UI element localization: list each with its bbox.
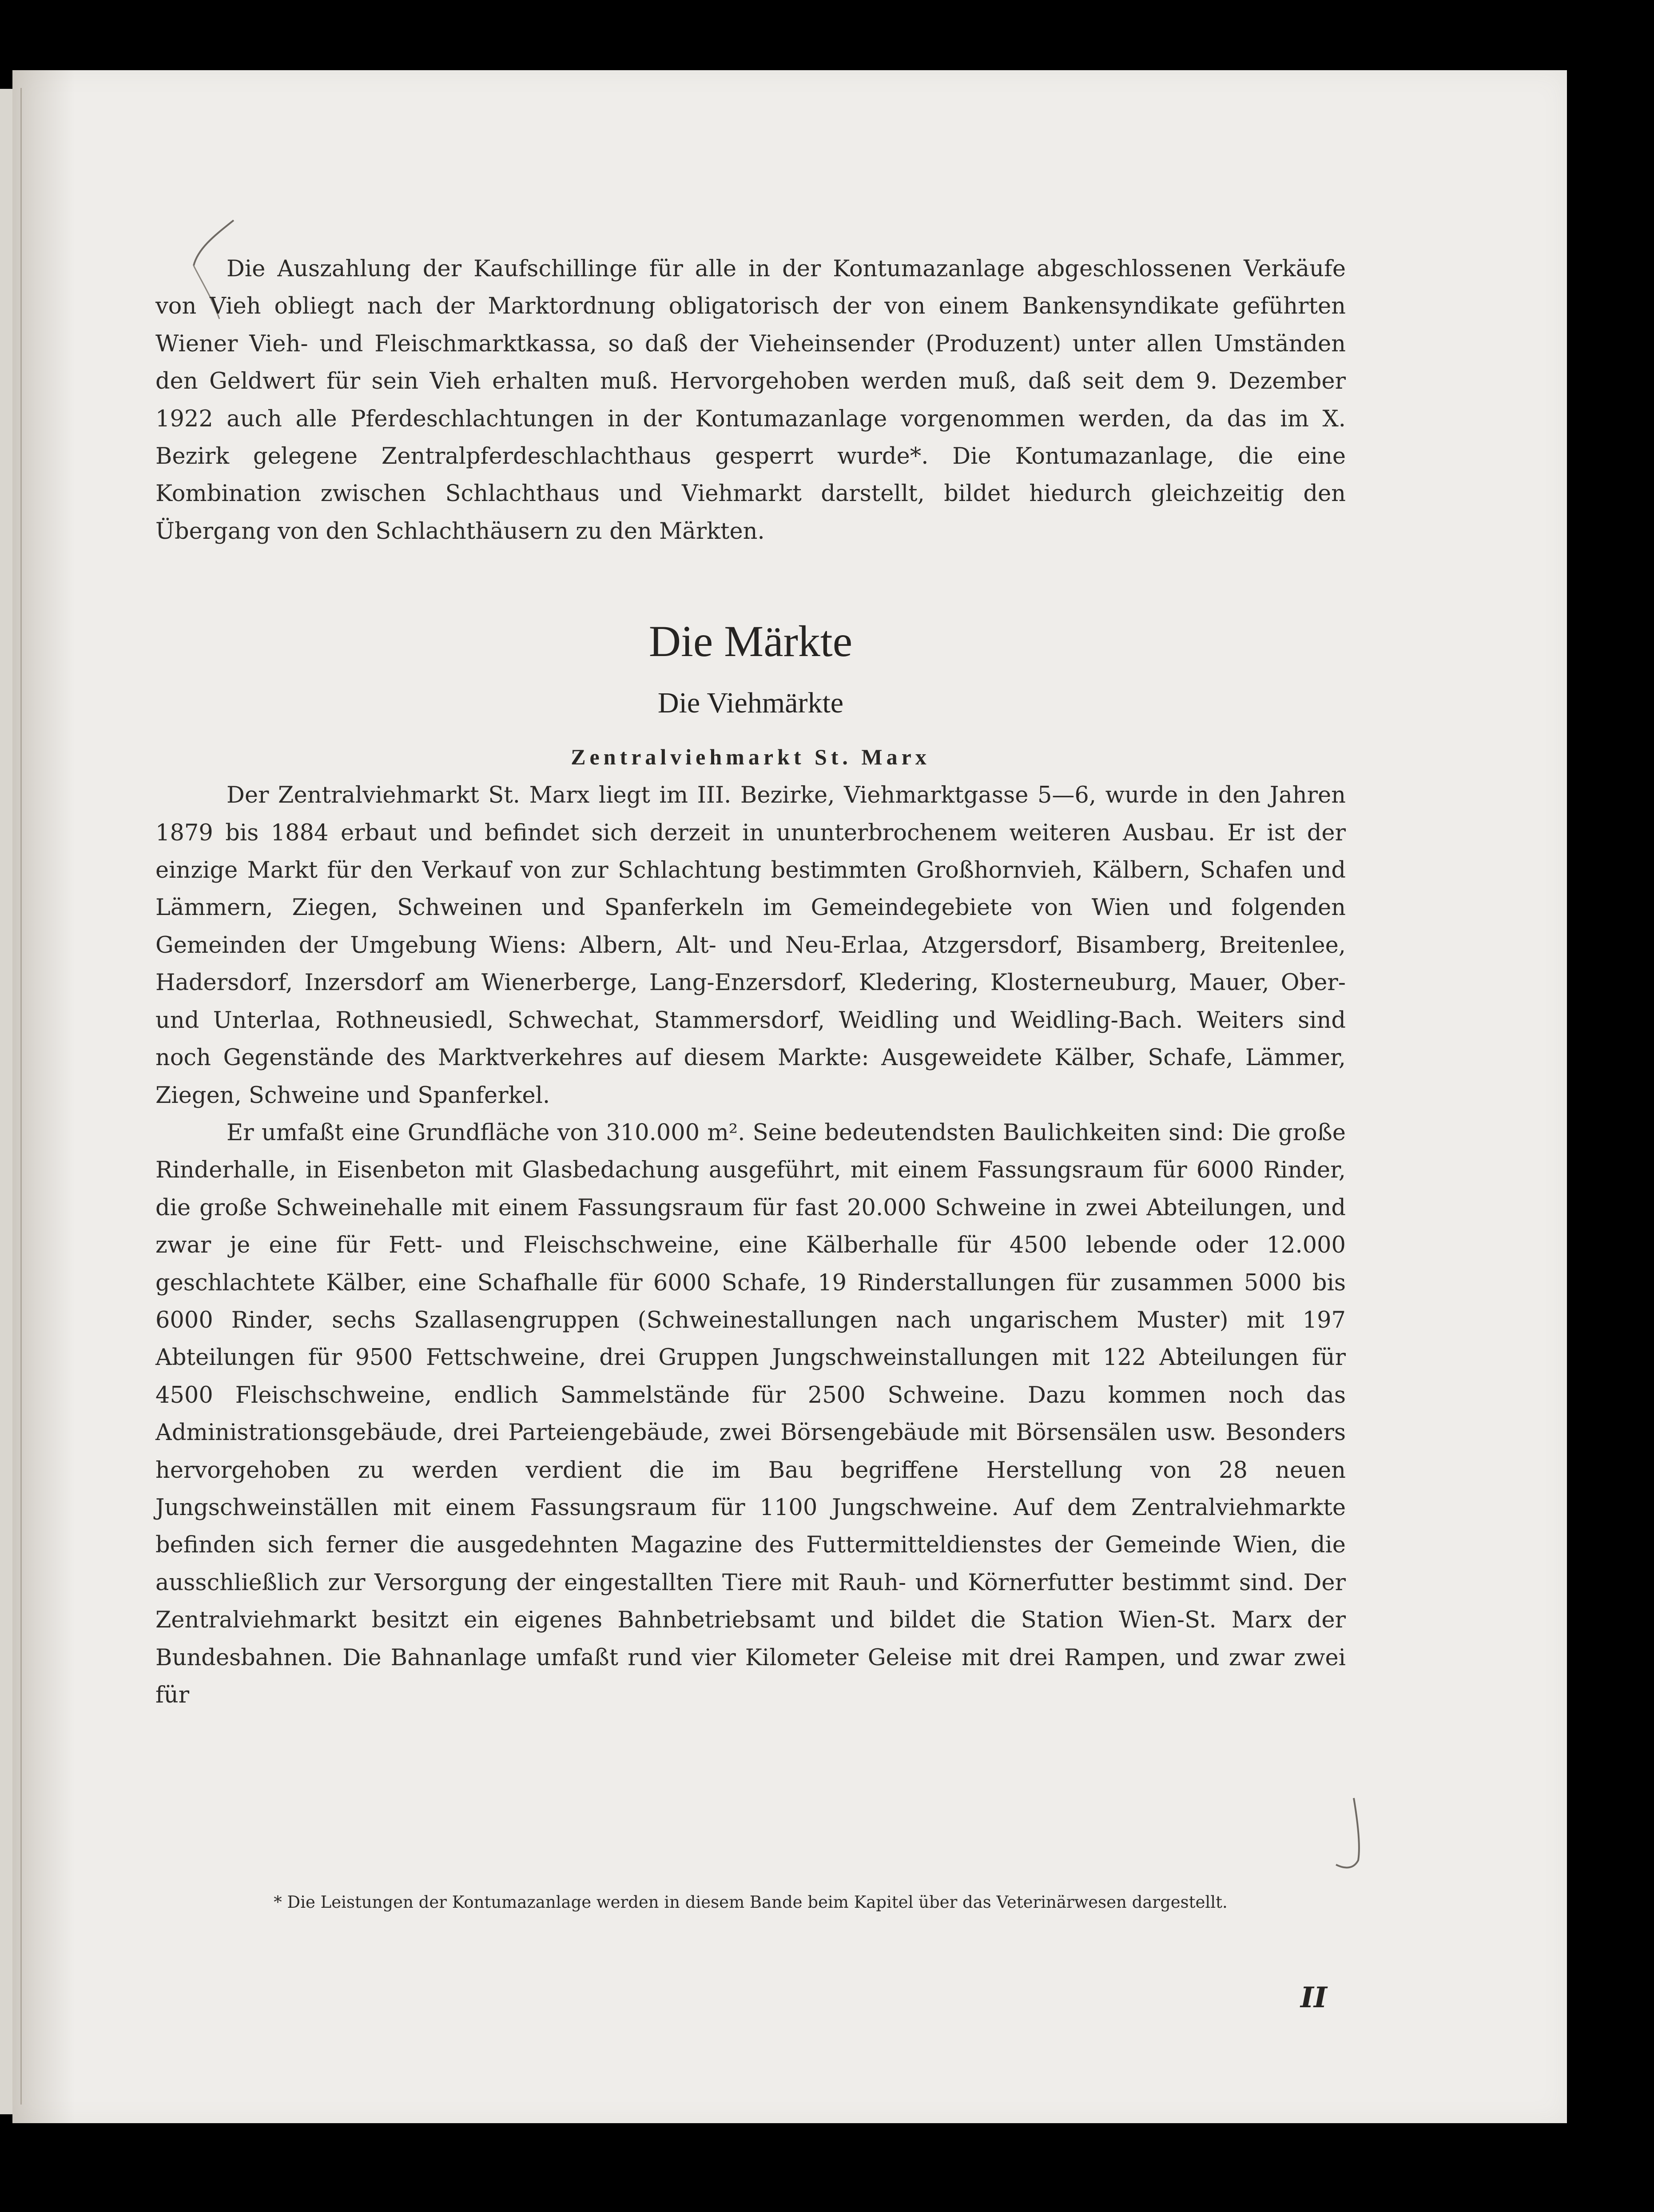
spine-shadow	[12, 70, 75, 2123]
facing-page-edge	[0, 89, 12, 2114]
subsection-title: Die Viehmärkte	[657, 687, 844, 720]
section-title: Die Märkte	[648, 617, 853, 666]
page-number: II	[1300, 1981, 1327, 2014]
footnote: * Die Leistungen der Kontumazanlage werden in diesem Bande beim Kapitel über das Veterinärwesen dargestellt.	[274, 1893, 1228, 1912]
book-page	[12, 70, 1567, 2123]
paragraph-zentralviehmarkt-buildings: Er umfaßt eine Grundfläche von 310.000 m². Seine bedeutendsten Baulichkeiten sind: Die große Rinderhalle, in Eisenbeton mit Glasbedachung ausgeführt, mit einem Fassungsraum für 6000 Rinder, die große Schweinehalle mit einem Fassungsraum für fast 20.000 Schweine in zwei Abteilungen, und zwar je eine für Fett- und Fleischschweine, eine Kälberhalle für 4500 lebende oder 12.000 geschlachtete Kälber, eine Schafhalle für 6000 Schafe, 19 Rinderstallungen für zusammen 5000 bis 6000 Rinder, sechs Szallasengruppen (Schweinestallungen nach ungarischem Muster) mit 197 Abteilungen für 9500 Fettschweine, drei Gruppen Jungschweinstallungen mit 122 Abteilungen für 4500 Fleischschweine, endlich Sammelstände für 2500 Schweine. Dazu kommen noch das Administrationsgebäude, drei Parteiengebäude, zwei Börsengebäude mit Börsensälen usw. Besonders hervorgehoben zu werden verdient die im Bau begriffene Herstellung von 28 neuen Jungschweinställen mit einem Fassungsraum für 1100 Jungschweine. Auf dem Zentralviehmarkte befinden sich ferner die ausgedehnten Magazine des Futtermitteldienstes der Gemeinde Wien, die ausschließlich zur Versorgung der eingestallten Tiere mit Rauh- und Körnerfutter bestimmt sind. Der Zentralviehmarkt besitzt ein eigenes Bahnbetriebsamt und bildet die Station Wien-St. Marx der Bundesbahnen. Die Bahnanlage umfaßt rund vier Kilometer Geleise mit drei Rampen, und zwar zwei für	[155, 1119, 1346, 1708]
spine-fold-line	[20, 88, 22, 2105]
pencil-bracket-mark-bottom	[1327, 1794, 1376, 1878]
intro-paragraph: Die Auszahlung der Kaufschillinge für alle in der Kontumazanlage abgeschlossenen Verkäufe von Vieh obliegt nach der Marktordnung obligatorisch der von einem Bankensyndikate geführten Wiener Vieh- und Fleischmarktkassa, so daß der Vieheinsender (Produzent) unter allen Umständen den Geldwert für sein Vieh erhalten muß. Hervorgehoben werden muß, daß seit dem 9. Dezember 1922 auch alle Pferdeschlachtungen in der Kontumazanlage vorgenommen werden, da das im X. Bezirk gelegene Zentralpferdeschlachthaus gesperrt wurde*. Die Kontumazanlage, die eine Kombination zwischen Schlachthaus und Viehmarkt darstellt, bildet hiedurch gleichzeitig den Übergang von den Schlachthäusern zu den Märkten.	[155, 256, 1346, 545]
main-text-block	[155, 251, 1346, 1714]
paragraph-zentralviehmarkt-location: Der Zentralviehmarkt St. Marx liegt im III. Bezirke, Viehmarktgasse 5—6, wurde in den Jahren 1879 bis 1884 erbaut und befindet sich derzeit in ununterbrochenem weiteren Ausbau. Er ist der einzige Markt für den Verkauf von zur Schlachtung bestimmten Großhornvieh, Kälbern, Schafen und Lämmern, Ziegen, Schweinen und Spanferkeln im Gemeindegebiete von Wien und folgenden Gemeinden der Umgebung Wiens: Albern, Alt- und Neu-Erlaa, Atzgersdorf, Bisamberg, Breitenlee, Hadersdorf, Inzersdorf am Wienerberge, Lang-Enzersdorf, Kledering, Klosterneuburg, Mauer, Ober- und Unterlaa, Rothneusiedl, Schwechat, Stammersdorf, Weidling und Weidling-Bach. Weiters sind noch Gegenstände des Marktverkehres auf diesem Markte: Ausgeweidete Kälber, Schafe, Lämmer, Ziegen, Schweine und Spanferkel.	[155, 782, 1346, 1109]
subsubsection-title: Zentralviehmarkt St. Marx	[571, 744, 930, 770]
